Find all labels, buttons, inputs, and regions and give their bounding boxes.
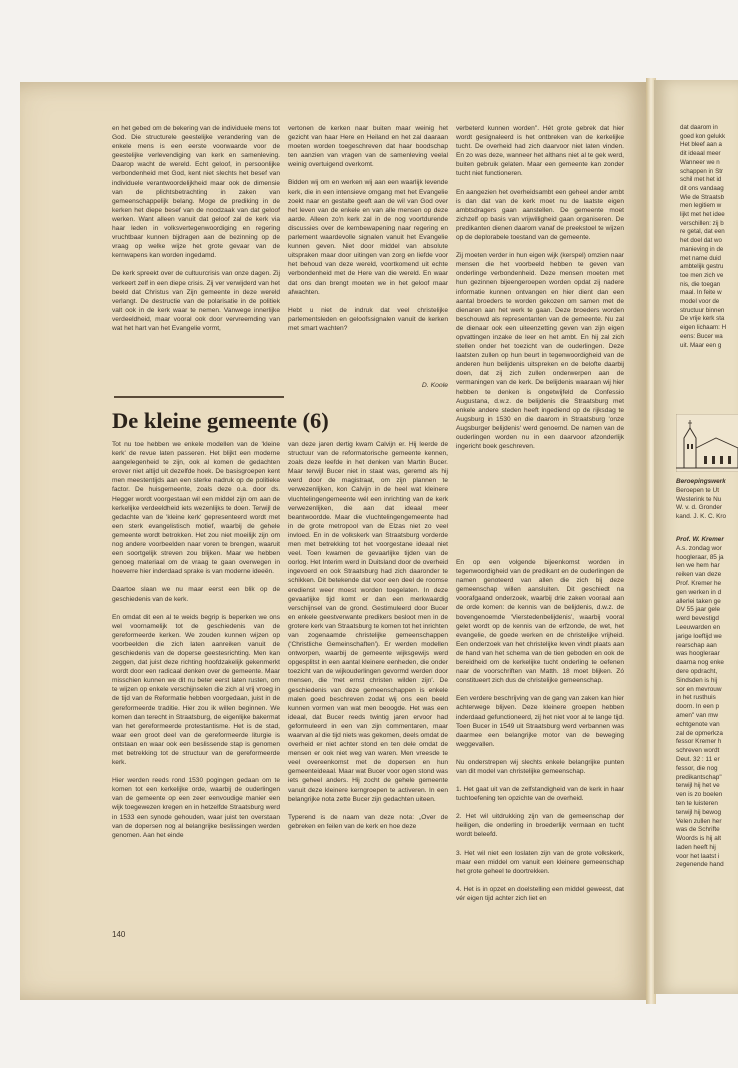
article-column-2 (288, 440, 448, 831)
text-line: Het bleef aan a (680, 141, 722, 149)
paragraph: vertonen de kerken naar buiten maar weinig het gezicht van haar Here en Heiland en het zal daaraan moeten worden toegeschreven dat haar boodschap ten aanzien van vragen van de samenleving veelal weinig overtuigend overkomt. (288, 125, 448, 169)
text-line: allerlei taken ge (676, 597, 721, 605)
paragraph: Hier werden reeds rond 1530 pogingen gedaan om te komen tot een kerkelijke orde, waarbij de ouderlingen van de gemeente op een zeer eenvoudige manier een wijk toegewezen kregen en in hetzelfde Straatsburg werd in 1533 een synode gehouden, waar juist ten overstaan van de dopersen nog al belangrijke beslissingen werden genomen. Aan het einde (112, 777, 280, 839)
text-line: zal de opmerkza (676, 729, 723, 737)
text-line: nis, die toegan (680, 280, 721, 288)
paragraph: en het gebed om de bekering van de individuele mens tot God. Die structurele geestelijke verandering van de enkele mens is een eerste voorwaarde voor de geestelijke verlevendiging van kerk en samenleving. Daarop wacht de wereld. Echt geloof, in persoonlijke verbondenheid met God, kent niet slechts het besef van individuele verantwoordelijkheid maar ook de dimensie van de plichtsbetrachting in zaken van gemeenschappelijk belang. Moge de prediking in de kerken het diepe besef van de noodzaak van dat geloof werken. Want alleen vanuit dat geloof zal de kerk via haar leden in volksvertegenwoordiging en regering vruchtbaar kunnen bijdragen aan de bezinning op de vraag op welke wijze het grote gevaar van de kernwapens kan worden ingedamd. (112, 125, 280, 260)
text-line: fessor, die nog (676, 764, 718, 772)
text-line: hoogleraar, 85 ja (676, 553, 724, 561)
article-column-1 (112, 440, 280, 840)
text-line: amen" van mw (676, 711, 719, 719)
text-line: voor het laatst i (676, 852, 720, 860)
paragraph: Zij moeten verder in hun eigen wijk (kerspel) omzien naar mensen die het voorbeeld hebben te geven van onderlinge verbondenheid. Deze mensen moeten met hun gezinnen bijeengeroepen worden opdat zij nadere informatie kunnen ontvangen en hier dient dan een aantal broeders te worden gekozen om samen met de dienaren aan het werk te gaan. Deze broeders worden beschouwd als representanten van de gemeente. Nu zal de dienaar ook een uiteenzetting geven van zijn eigen opvattingen inzake de leer en het ambt. En hij zal zich stellen onder het toezicht van de ouderlingen. Deze laatsten zullen op hun beurt in tegenwoordigheid van de anderen hun belijdenis uitspreken en de belofte daarbij doen, dat zij zich zullen onderwerpen aan de vermaningen van de kerk. De belijdenis waaraan wij hier hebben te denken is ongetwijfeld de Confessio Augustana, d.w.z. de belijdenis die Straatsburg met enkele andere steden heeft ingediend op de rijksdag te Augsburg in 1530 en die daarom in Straatsburg 'onze Augsburger belijdenis' werd genoemd. De namen van de ouderlingen worden nu in een daarvoor afzonderlijk ingericht boek geschreven. (456, 252, 624, 451)
text-line: eigen lichaam: H (680, 324, 727, 332)
text-line: De vrije kerk sta (680, 315, 725, 323)
paragraph: En aangezien het overheidsambt een geheel ander ambt is dan dat van de kerk moet nu de laatste eigen ambtsdragers gaan aanstellen. De gemeente moet zichzelf op basis van vrijwilligheid gaan organiseren. De predikanten dienen daarom vanaf de preekstoel te wijzen op de deplorabele toestand van de gemeente. (456, 188, 624, 242)
paragraph: Tot nu toe hebben we enkele modellen van de 'kleine kerk' de revue laten passeren. Het blijkt een moderne aangelegenheid te zijn, ook al komen de gedachten erover niet altijd uit dezelfde hoek. De basisgroepen kent men meestentijds aan een sterke nadruk op de politieke factor. De huisgemeente, zoals deze o.a. door ds. Hegger wordt voorgestaan wil een middel zijn om aan de kerkelijke verdeeldheid iets wezenlijks te doen. Terwijl de gedachte van de 'kleine kerk' gepresenteerd wordt met een sterk evangelistisch motief, waarbij de gehele gemeente wordt betrokken. Het zou niet moeilijk zijn om nog andere voorbeelden naar voren te brengen, waaruit een soortgelijk streven zou blijken. Maar we hebben genoeg materiaal om de vraag te gaan overwegen in hoeverre hier inderdaad sprake is van moderne ideeën. (112, 441, 280, 576)
text-line: schappen in Str (680, 167, 723, 175)
text-line: A.s. zondag wor (676, 544, 722, 552)
text-line: schreven wordt (676, 747, 720, 755)
paragraph: En op een volgende bijeenkomst worden in tegenwoordigheid van de predikant en de ouderlingen de namen genoteerd van allen die zich bij deze gemeenschap willen aansluiten. Dit geschiedt na voorafgaand onderzoek, waarbij drie zaken vooraal aan de orde komen: de kennis van de belijdenis, d.w.z. de bovengenoemde 'Vierstedenbelijdenis', waarbij vooral gelet wordt op de kennis van de erfzonde, de wet, het evangelie, de goede werken en de christelijke vrijheid. Een onderzoek van het christelijke leven vindt plaats aan de hand van het schema van de tien geboden en ook de bereidheid om de kerkelijke tucht onderling te oefenen naar de voorschriften van Matth. 18 moet blijken. Zó constitueert zich dus de christelijke gemeenschap. (456, 559, 624, 685)
text-line: re getal, dat een (680, 228, 725, 236)
text-line: Deut. 32 : 11 er (676, 755, 720, 763)
right-page-text-top (680, 124, 736, 350)
text-line: rearschap aan (676, 641, 717, 649)
author-signature: D. Koole (421, 382, 448, 389)
text-line: lijkt met het idee (680, 211, 725, 219)
text-line: model voor de (680, 298, 720, 306)
top-article-column-3 (456, 124, 624, 451)
text-line: verschillen: zij b (680, 219, 724, 227)
paragraph: Een verdere beschrijving van de gang van zaken kan hier achterwege blijven. Deze kleinere groepen hebben inderdaad gefunctioneerd, zij het niet voor al te lange tijd. Toen Bucer in 1549 uit Straatsburg werd verbannen was daarmee een belangrijke motor van de beweging weggevallen. (456, 695, 624, 748)
paragraph: Nu onderstrepen wij slechts enkele belangrijke punten van dit model van christelijke gemeenschap. (456, 758, 624, 775)
text-line: werd bevestigd (676, 615, 719, 623)
text-line: zegenende hand (676, 861, 724, 869)
text-line: Beroepen te Ut (676, 486, 719, 494)
text-line: laden heeft hij (676, 843, 716, 851)
text-line: Wanneer we n (680, 158, 720, 166)
text-line: men legitiem w (680, 202, 722, 210)
paragraph: 2. Het wil uitdrukking zijn van de gemeenschap der heiligen, die onderling in broederlijk vermaan en tucht wordt beleefd. (456, 813, 624, 839)
text-line: met name duid (680, 254, 721, 262)
text-line: het doel dat wo (680, 237, 722, 245)
text-line: goed kon gelukk (680, 132, 726, 140)
paragraph: van deze jaren dertig kwam Calvijn er. Hij leerde de structuur van de reformatorische gemeente kennen, zoals deze leefde in het denken van Martin Bucer. Maar terwijl Bucer niet in staat was, geremd als hij werd door de magistraat, om zijn plannen te verwezenlijken, kon Calvijn in de heel wat kleinere vluchtelingengemeente wél een inrichting van de kerk verwezenlijken, die aan dat ideaal meer beantwoordde. Maar die vluchtelingengemeente had in de grote metropool van de Elzas niet zo veel invloed. En in de volkskerk van Straatsburg vorderde men met betrekking tot het voorgestane ideaal niet veel. Toen kwamen de gevaarlijke tijden van de oorlog. Het Interim werd in Duitsland door de overheid ingevoerd en ook Straatsburg had zich daaronder te schikken. Dit betekende dat voor een deel de roomse eredienst weer moest worden toegelaten. In deze gevaarlijke tijd komt er dan een merkwaardig verschijnsel van de grond. Gestimuleerd door Bucer en enkele geestverwante predikers besloot men in de grotere kerk van Straatsburg te komen tot het inrichten van zogenaamde christelijke gemeenschappen ('Christliche Gemeinschaften'). Er werden modellen ontworpen, waarbij de gemeente wijksgewijs werd opgesplitst in een aantal kleinere eenheden, die onder toezicht van de wijkouderlingen gevormd werden door mensen, die 'met ernst christen wilden zijn'. De geschiedenis van deze gemeenschappen is enkele malen goed beschreven zodat wij ons een beeld kunnen vormen van wat men beoogde. Het was een ideaal, dat Bucer reeds twintig jaren ervoor had geformuleerd in een van zijn commentaren, maar waarvan al die tijd niets was gekomen, deels omdat de overheid er niet achter stond en ten dele omdat de mensen er ook niet weg van waren. Men vreesde te veel overeenkomst met de dopersen en hun gemeenteideaal. Maar wat Bucer voor ogen stond was iets geheel anders. Hij zocht de gehele gemeente vanuit deze kleinere kerngroepen te activeren. In een belangrijke nota zette Bucer zijn gedachten uiteen. (288, 441, 448, 803)
text-line: dat daarom in (680, 124, 718, 131)
paragraph: 1. Het gaat uit van de zelfstandigheid van de kerk in haar tuchtoefening ten opzichte van de overheid. (456, 786, 624, 803)
page-number: 140 (112, 930, 126, 939)
section-divider (114, 396, 284, 398)
text-line: reiken van deze (676, 571, 722, 579)
text-line: gen werken in d (676, 588, 722, 596)
text-line: in het rusthuis (676, 694, 716, 702)
text-line: eens: Bucer wa (680, 332, 723, 340)
text-line: Velen zullen her (676, 817, 722, 825)
text-line: jarige loeftijd we (676, 632, 722, 640)
text-line: schil met het id (680, 176, 722, 184)
article-title: De kleine gemeente (6) (112, 408, 329, 433)
paragraph: De kerk spreekt over de cultuurcrisis van onze dagen. Zij verkeert zelf in een diepe crisis. Zij ver verwijderd van het beeld dat Christus van Zijn gemeente in deze wereld verlangt. De destructie van de polarisatie in de politiek valt ook in de kerk waar te nemen. Vanwege innerlijke verdeeldheid, maar vooral ook door vervreemding van wat het hart van het Evangelie vormt, (112, 270, 280, 332)
article-column-3 (456, 558, 624, 903)
text-line: dit ons vandaag (680, 184, 724, 192)
text-line: maal. In feite w (680, 289, 722, 297)
obituary-lines (676, 545, 738, 870)
caption-lines (676, 487, 738, 522)
text-line: predikantschap" (676, 773, 722, 781)
paragraph: verbeterd kunnen worden". Hét grote gebrek dat hier wordt gesignaleerd is het ontbreken van de kerkelijke tucht. De overheid had zich daarvoor niet laten vinden. En zo was deze, wanneer het althans niet al te gek werd, buiten gebruik gelaten. Maar een gemeente kan zonder tucht niet functioneren. (456, 125, 624, 178)
text-line: doorn. In een p (676, 703, 719, 711)
top-article-column-2 (288, 124, 448, 333)
text-line: Prof. Kremer he (676, 579, 722, 587)
text-line: Leeuwarden en (676, 623, 721, 631)
text-line: Sindsden is hij (676, 676, 718, 684)
paragraph: Daartoe slaan we nu maar eerst een blik op de geschiedenis van de kerk. (112, 586, 280, 603)
text-line: toe men zich ve (680, 271, 724, 279)
text-line: was de Schrifte (676, 826, 720, 834)
text-line: dere opdracht, (676, 667, 718, 675)
text-line: DV 55 jaar gele (676, 606, 721, 614)
text-line: sor en mevrouw (676, 685, 722, 693)
right-page-caption (676, 478, 738, 522)
obituary-title: Prof. W. Kremer (676, 536, 724, 543)
paragraph: En omdat dit een al te weids begrip is beperken we ons wel voornamelijk tot de geschiedenis van de gereformeerde kerken. We zouden kunnen wijzen op voorbeelden die zich laten aanreiken vanuit de geschiedenis van de doperse geestesrichting. Men kan zeggen, dat juist deze richting hoofdzakelijk gekenmerkt wordt door een radicaal denken over de gemeente. Maar misschien kunnen we dit nu beter eerst laten rusten, om te wijzen op enkele verschijnselen die zich al vrij vroeg in de tijd van de Reformatie hebben voorgedaan, juist in de gereformeerde traditie. Hier zou ik willen beginnen. We komen dan terecht in Straatsburg, de eigenlijke bakermat van het gereformeerde protestantisme. Het is de stad, waar een groot deel van de gereformeerde liturgie is ontstaan en waar ook een beslissende stap is genomen met betrekking tot de structuur van de gereformeerde kerk. (112, 613, 280, 767)
text-line: daarna nog enke (676, 659, 724, 667)
top-article-column-1 (112, 124, 280, 333)
church-illustration (676, 414, 738, 472)
paragraph: Bidden wij om en werken wij aan een waarlijk levende kerk, die in een intensieve omgang met het Evangelie zoekt naar en gestalte geeft aan de wil van God over het leven van de enkele en van alle mensen op deze aarde. Alleen zo'n kerk zal in de nog voortdurende discussies over de kernbewapening naar regering en parlement waardevolle signalen vanuit het Evangelie kunnen geven. Niet door middel van absolute uitspraken maar door uitingen van zorg en liefde voor het behoud van deze wereld, voortkomend uit echte verbondenheid met de Here van die wereld. En waar dat ons dan brengt moeten we in het geloof maar afwachten. (288, 179, 448, 296)
text-line: ambtelijk gestru (680, 263, 724, 271)
text-line: ven is zo boelen (676, 791, 723, 799)
caption-title: Beroepingswerk (676, 478, 726, 485)
text-line: dit ideaal meer (680, 150, 721, 158)
text-line: kand. J. K. C. Kro (676, 513, 727, 521)
text-line: structuur binnen (680, 306, 725, 314)
text-line: len we hem har (676, 562, 720, 570)
paragraph: 3. Het wil niet een loslaten zijn van de grote volkskerk, maar een middel om vanuit een kleinere gemeenschap het grote geheel te doortrekken. (456, 849, 624, 875)
text-line: was hoogleraar (676, 650, 720, 658)
paragraph: 4. Het is in opzet en doelstelling een middel geweest, dat vér eigen tijd achter zich liet en (456, 885, 624, 902)
text-line: fessor Kremer h (676, 738, 722, 746)
text-line: W. v. d. Gronder (676, 504, 723, 512)
text-line: terwijl hij bewog (676, 808, 722, 816)
text-line: uit. Maar een g (680, 341, 722, 349)
paragraph: Typerend is de naam van deze nota: „Over de gebreken en feilen van de kerk en hoe deze (288, 813, 448, 830)
text-line: echtgenote van (676, 720, 720, 728)
text-line: ten te luisteren (676, 799, 718, 807)
text-line: terwijl hij het ve (676, 782, 720, 790)
right-page-obituary (676, 536, 738, 870)
paragraph: Hebt u niet de indruk dat veel christelijke parlementsleden en geloofssignalen vanuit de kerken met smart wachten? (288, 306, 448, 332)
text-line: Westerink te Nu (676, 495, 722, 503)
text-line: Woords is hij alt (676, 835, 721, 843)
text-line: Wie de Straatsb (680, 193, 725, 201)
text-line: manieving in de (680, 245, 724, 253)
